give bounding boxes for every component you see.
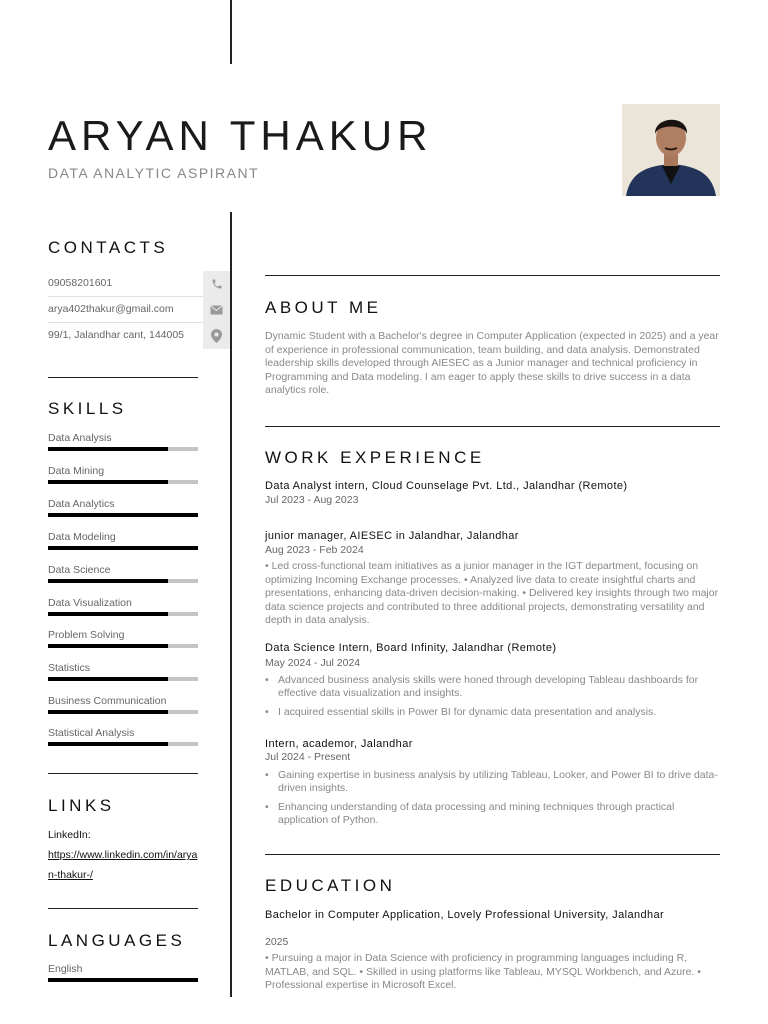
language-item [48, 963, 198, 983]
skill-item [48, 432, 198, 452]
skill-item [48, 531, 198, 551]
skill-bar-fill [48, 710, 168, 714]
links-divider [48, 908, 198, 909]
skill-label: Data Analysis [48, 432, 112, 444]
job-title: junior manager, AIESEC in Jalandhar, Jalandhar [265, 530, 519, 542]
skill-label: Statistics [48, 662, 91, 674]
language-bar-fill [48, 978, 198, 982]
skill-item [48, 597, 198, 617]
skill-bar-fill [48, 480, 168, 484]
job-bullet: • Enhancing understanding of data processing and mining techniques through practical application of Python. [265, 801, 720, 827]
language-label: English [48, 963, 83, 975]
skill-bar [48, 677, 198, 681]
profile-photo [622, 104, 720, 196]
candidate-subtitle: DATA ANALYTIC ASPIRANT [48, 165, 260, 181]
skill-bar-fill [48, 546, 198, 550]
links-heading: LINKS [48, 796, 115, 815]
work-heading: WORK EXPERIENCE [265, 448, 485, 467]
degree-title: Bachelor in Computer Application, Lovely Professional University, Jalandhar [265, 909, 665, 921]
job-title: Data Science Intern, Board Infinity, Jalandhar (Remote) [265, 642, 557, 654]
profile-photo-image [622, 104, 720, 196]
skill-label: Data Mining [48, 465, 105, 477]
work-divider [265, 426, 720, 427]
job-title: Intern, academor, Jalandhar [265, 738, 413, 750]
linkedin-link[interactable]: https://www.linkedin.com/in/aryan-thakur-/ [48, 849, 198, 881]
skill-bar [48, 480, 198, 484]
skill-item [48, 662, 198, 682]
contacts-divider [48, 377, 198, 378]
education-heading: EDUCATION [265, 876, 396, 895]
job-date: Jul 2024 - Present [265, 751, 351, 763]
skill-bar [48, 579, 198, 583]
skill-bar [48, 447, 198, 451]
skill-bar-fill [48, 612, 168, 616]
contact-phone[interactable]: 09058201601 [48, 277, 113, 289]
skills-heading: SKILLS [48, 399, 127, 418]
candidate-name: ARYAN THAKUR [48, 112, 433, 159]
skill-bar [48, 513, 198, 517]
skill-label: Statistical Analysis [48, 727, 135, 739]
skill-item [48, 727, 198, 747]
skill-bar [48, 644, 198, 648]
skill-bar [48, 546, 198, 550]
skill-label: Data Visualization [48, 597, 132, 609]
contact-address: 99/1, Jalandhar cant, 144005 [48, 329, 185, 341]
skill-label: Problem Solving [48, 629, 125, 641]
job-bullet: • Advanced business analysis skills were honed through developing Tableau dashboards for effective data visualization and insights. [265, 674, 720, 700]
job-date: Jul 2023 - Aug 2023 [265, 494, 359, 506]
contacts-heading: CONTACTS [48, 238, 169, 257]
skill-bar-fill [48, 513, 198, 517]
skill-label: Business Communication [48, 695, 167, 707]
job-bullet: • Gaining expertise in business analysis by utilizing Tableau, Looker, and Power BI to drive data-driven insights. [265, 769, 720, 795]
education-description: • Pursuing a major in Data Science with proficiency in programming languages including R, MATLAB, and SQL. • Skilled in using platforms like Tableau, MYSQL Workbench, and Azure. • Professional expertise in Microsoft Excel. [265, 952, 701, 991]
skill-label: Data Modeling [48, 531, 116, 543]
skill-item [48, 564, 198, 584]
linkedin-label: LinkedIn: [48, 829, 91, 841]
about-heading: ABOUT ME [265, 298, 382, 317]
skill-label: Data Analytics [48, 498, 115, 510]
contact-email-row [48, 297, 230, 323]
contact-email[interactable]: arya402thakur@gmail.com [48, 303, 174, 315]
job-date: May 2024 - Jul 2024 [265, 657, 361, 669]
about-text: Dynamic Student with a Bachelor's degree in Computer Application (expected in 2025) and a year of experience in professional communication, team building, and data analysis. Demonstrated leadership skills developed through AIESEC as a Junior manager and technical proficiency in Programming and Data modeling. I am eager to apply these skills to drive success in a data analytics role. [265, 330, 719, 396]
about-divider [265, 275, 720, 276]
location-pin-icon [203, 323, 230, 349]
skill-bar [48, 742, 198, 746]
skill-item [48, 465, 198, 485]
education-divider [265, 854, 720, 855]
job-title: Data Analyst intern, Cloud Counselage Pvt. Ltd., Jalandhar (Remote) [265, 480, 628, 492]
skill-item [48, 629, 198, 649]
skill-bar [48, 710, 198, 714]
skill-bar-fill [48, 742, 168, 746]
skill-bar-fill [48, 579, 168, 583]
skill-bar-fill [48, 644, 168, 648]
mail-icon [203, 297, 230, 323]
job-bullet: • I acquired essential skills in Power BI for dynamic data presentation and analysis. [265, 706, 720, 719]
column-divider-line [230, 212, 232, 997]
job-description: • Led cross-functional team initiatives as a junior manager in the IGT department, focusing on optimizing Incoming Exchange processes. • Analyzed live data to create insightful charts and presentations, enhancing data-driven decision-making. • Delivered key insights through two major data science projects and contributed to three additional projects, demonstrating versatility and depth in data analysis. [265, 560, 719, 626]
contact-address-row [48, 323, 230, 349]
skill-label: Data Science [48, 564, 111, 576]
skill-bar [48, 612, 198, 616]
skills-divider [48, 773, 198, 774]
skill-bar-fill [48, 447, 168, 451]
language-bar [48, 978, 198, 982]
job-date: Aug 2023 - Feb 2024 [265, 544, 364, 556]
top-divider-line [230, 0, 232, 64]
skill-bar-fill [48, 677, 168, 681]
contact-phone-row [48, 271, 230, 297]
phone-icon [203, 271, 230, 297]
languages-heading: LANGUAGES [48, 931, 186, 950]
education-year: 2025 [265, 936, 289, 948]
skill-item [48, 695, 198, 715]
skill-item [48, 498, 198, 518]
